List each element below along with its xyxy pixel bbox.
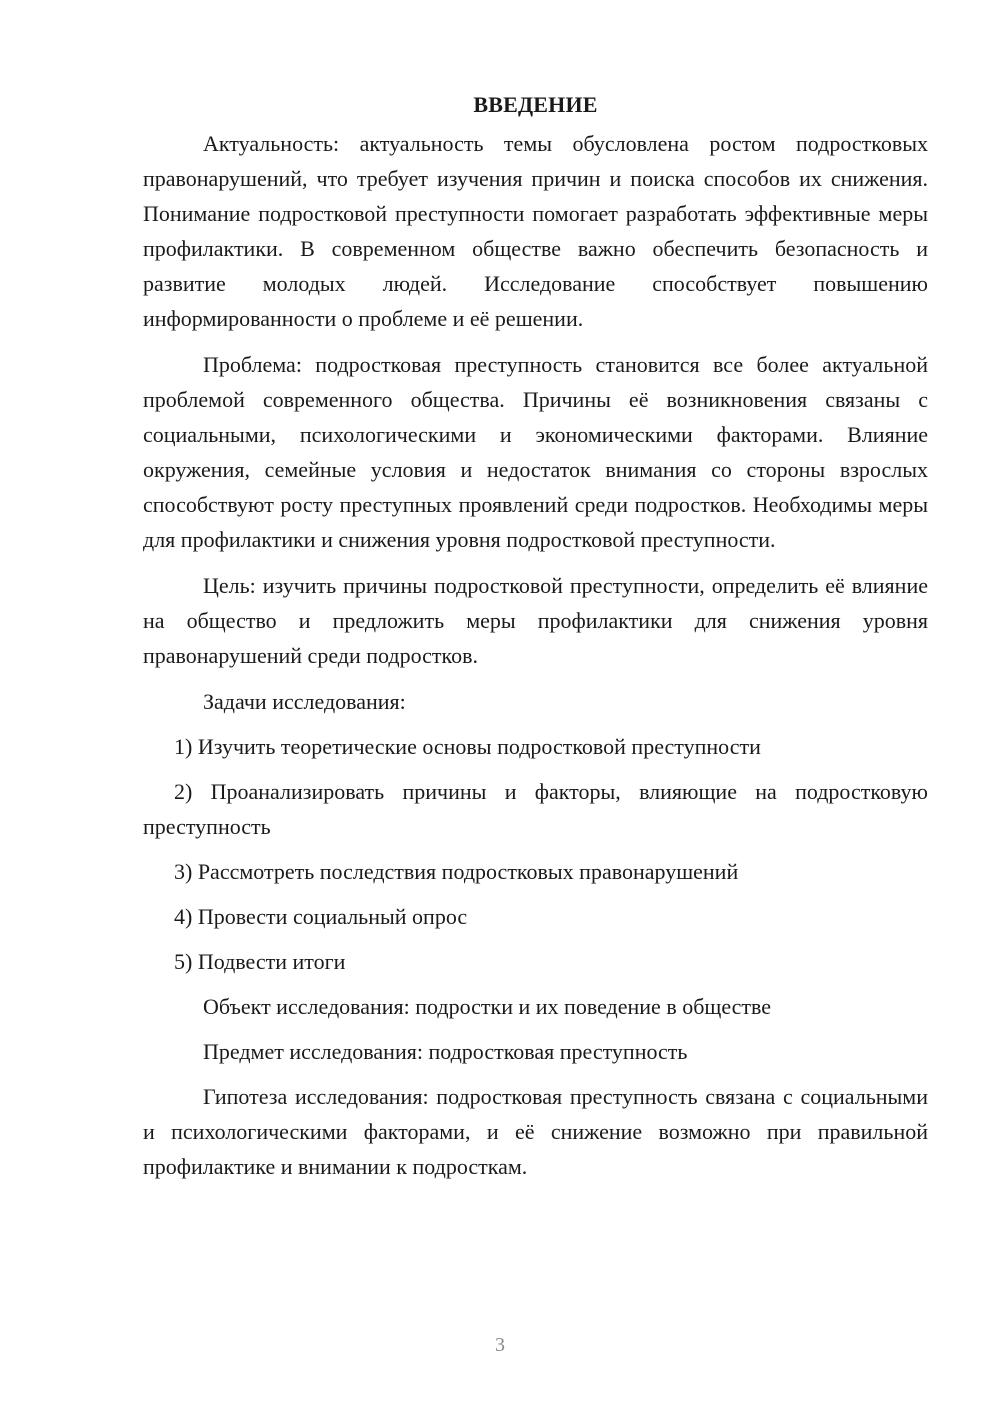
task-item-1: 1) Изучить теоретические основы подростковой преступности bbox=[174, 734, 761, 759]
page-number: 3 bbox=[495, 1334, 505, 1356]
object-paragraph: Объект исследования: подростки и их поведение в обществе bbox=[203, 994, 772, 1019]
task-item-4: 4) Провести социальный опрос bbox=[174, 904, 468, 929]
document-title: ВВЕДЕНИЕ bbox=[473, 92, 598, 117]
tasks-heading: Задачи исследования: bbox=[203, 689, 406, 714]
task-item-3: 3) Рассмотреть последствия подростковых правонарушений bbox=[174, 859, 739, 884]
relevance-paragraph: Актуальность: актуальность темы обусловлена ростом подростковых правонарушений, что требует изучения причин и поиска способов их снижения. Понимание подростковой преступности помогает разработать эффективные меры профилактики. В современном обществе важно обеспечить безопасность и развитие молодых людей. Исследование способствует повышению информированности о проблеме и её решении. bbox=[143, 131, 928, 331]
task-item-2: 2) Проанализировать причины и факторы, влияющие на подростковую преступность bbox=[143, 779, 928, 839]
subject-paragraph: Предмет исследования: подростковая преступность bbox=[203, 1039, 688, 1064]
problem-paragraph: Проблема: подростковая преступность становится все более актуальной проблемой современного общества. Причины её возникновения связаны с социальными, психологическими и экономическими факторами. Влияние окружения, семейные условия и недостаток внимания со стороны взрослых способствуют росту преступных проявлений среди подростков. Необходимы меры для профилактики и снижения уровня подростковой преступности. bbox=[143, 352, 928, 552]
hypothesis-paragraph: Гипотеза исследования: подростковая преступность связана с социальными и психологическими факторами, и её снижение возможно при правильной профилактике и внимании к подросткам. bbox=[143, 1084, 928, 1179]
document-page bbox=[143, 88, 928, 1184]
goal-paragraph: Цель: изучить причины подростковой преступности, определить её влияние на общество и предложить меры профилактики для снижения уровня правонарушений среди подростков. bbox=[143, 573, 928, 668]
task-item-5: 5) Подвести итоги bbox=[174, 949, 346, 974]
